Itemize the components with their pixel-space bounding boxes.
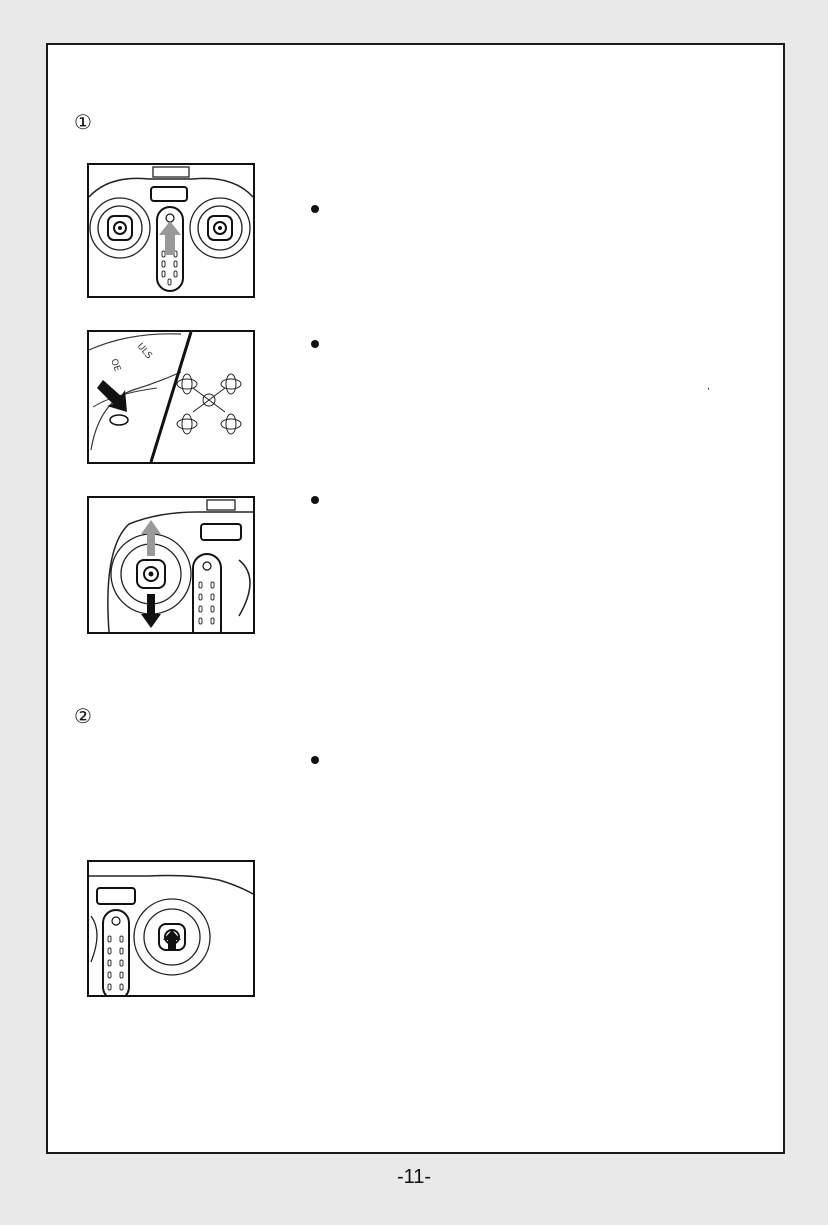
stray-mark: , [707,382,710,392]
throttle-stick-icon [89,498,253,632]
drone-power-button-illustration [87,330,255,464]
bullet-point [311,340,319,348]
step-marker-2: ② [74,704,92,728]
drone-power-button-icon [89,332,253,462]
svg-text:OE: OE [108,357,122,374]
step-marker-1: ① [74,110,92,134]
right-stick-press-illustration [87,860,255,997]
bullet-point [311,205,319,213]
page-number: -11- [396,1166,432,1188]
controller-power-switch-illustration [87,163,255,298]
bullet-point [311,496,319,504]
throttle-stick-illustration [87,496,255,634]
svg-text:ULS: ULS [134,341,154,362]
bullet-point [311,756,319,764]
controller-power-switch-icon [89,165,253,296]
right-stick-press-icon [89,862,253,995]
